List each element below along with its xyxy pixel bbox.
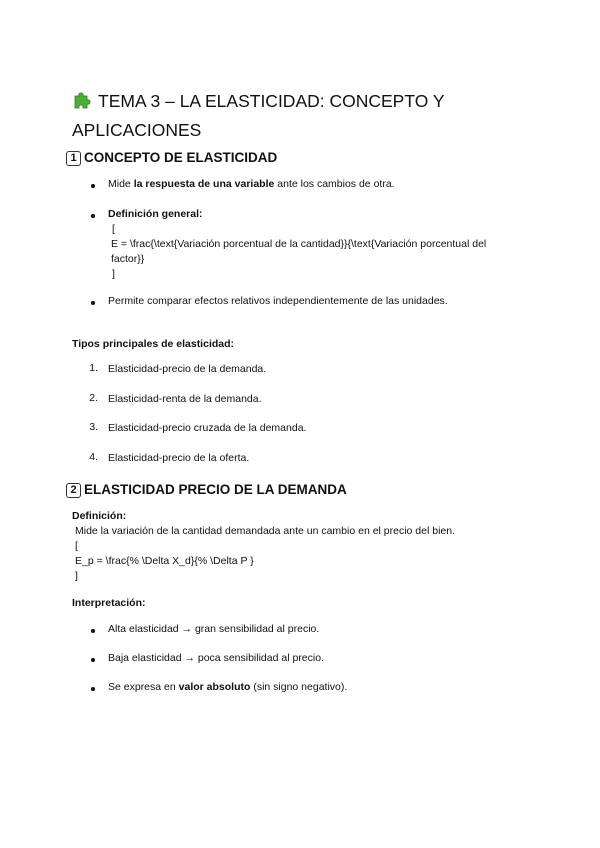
bullet-dot — [91, 629, 95, 633]
bullet-item-definition — [108, 207, 520, 282]
bullet-item: Baja elasticidad → poca sensibilidad al precio. — [108, 652, 324, 664]
bullet-bold-text: valor absoluto — [178, 681, 251, 693]
page-title — [72, 88, 542, 143]
bullet-text: Mide — [108, 178, 134, 190]
section-heading-text: ELASTICIDAD PRECIO DE LA DEMANDA — [84, 482, 347, 497]
list-number: 2. — [89, 392, 98, 404]
keycap-number-icon: 1 — [66, 151, 81, 166]
definition-label: Definición: — [72, 510, 127, 522]
bullet-text: (sin signo negativo). — [250, 681, 348, 693]
section-heading-1 — [66, 149, 277, 167]
list-number: 3. — [89, 421, 98, 433]
section-heading-2 — [66, 481, 347, 499]
formula-text: E_p = \frac{% \Delta X_d}{% \Delta P } — [75, 555, 254, 567]
bullet-text: ante los cambios de otra. — [274, 178, 395, 190]
list-item: Elasticidad-precio cruzada de la demanda. — [108, 422, 307, 434]
formula-close-bracket: ] — [75, 570, 78, 582]
types-heading: Tipos principales de elasticidad: — [72, 338, 235, 350]
bullet-item: Permite comparar efectos relativos independientemente de las unidades. — [108, 295, 448, 307]
definition-text: Mide la variación de la cantidad demandada ante un cambio en el precio del bien. — [75, 525, 455, 537]
list-item: Elasticidad-precio de la demanda. — [108, 363, 267, 375]
bullet-item — [108, 680, 347, 695]
formula-close-bracket: ] — [112, 268, 115, 280]
section-heading-text: CONCEPTO DE ELASTICIDAD — [84, 150, 278, 165]
bullet-bold-text: la respuesta de una variable — [133, 178, 275, 190]
definition-block — [72, 509, 542, 584]
bullet-dot — [91, 214, 95, 218]
list-item: Elasticidad-precio de la oferta. — [108, 452, 250, 464]
list-number: 1. — [89, 362, 98, 374]
list-number: 4. — [89, 451, 98, 463]
keycap-number-icon: 2 — [66, 483, 81, 498]
bullet-item — [108, 177, 395, 192]
bullet-dot — [91, 687, 95, 691]
title-text: TEMA 3 – LA ELASTICIDAD: CONCEPTO Y APLICACIONES — [72, 91, 445, 140]
bullet-dot — [91, 184, 95, 188]
puzzle-piece-icon — [72, 90, 92, 117]
formula-text: E = \frac{\text{Variación porcentual de la cantidad}}{\text{Variación porcentual del factor}} — [111, 238, 487, 265]
bullet-dot — [91, 658, 95, 662]
formula-open-bracket: [ — [75, 540, 78, 552]
formula-open-bracket: [ — [112, 223, 115, 235]
bullet-item: Alta elasticidad → gran sensibilidad al precio. — [108, 623, 320, 635]
list-item: Elasticidad-renta de la demanda. — [108, 393, 262, 405]
interpretation-label: Interpretación: — [72, 597, 146, 609]
bullet-text: Se expresa en — [108, 681, 179, 693]
bullet-dot — [91, 301, 95, 305]
definition-label: Definición general: — [108, 208, 203, 220]
